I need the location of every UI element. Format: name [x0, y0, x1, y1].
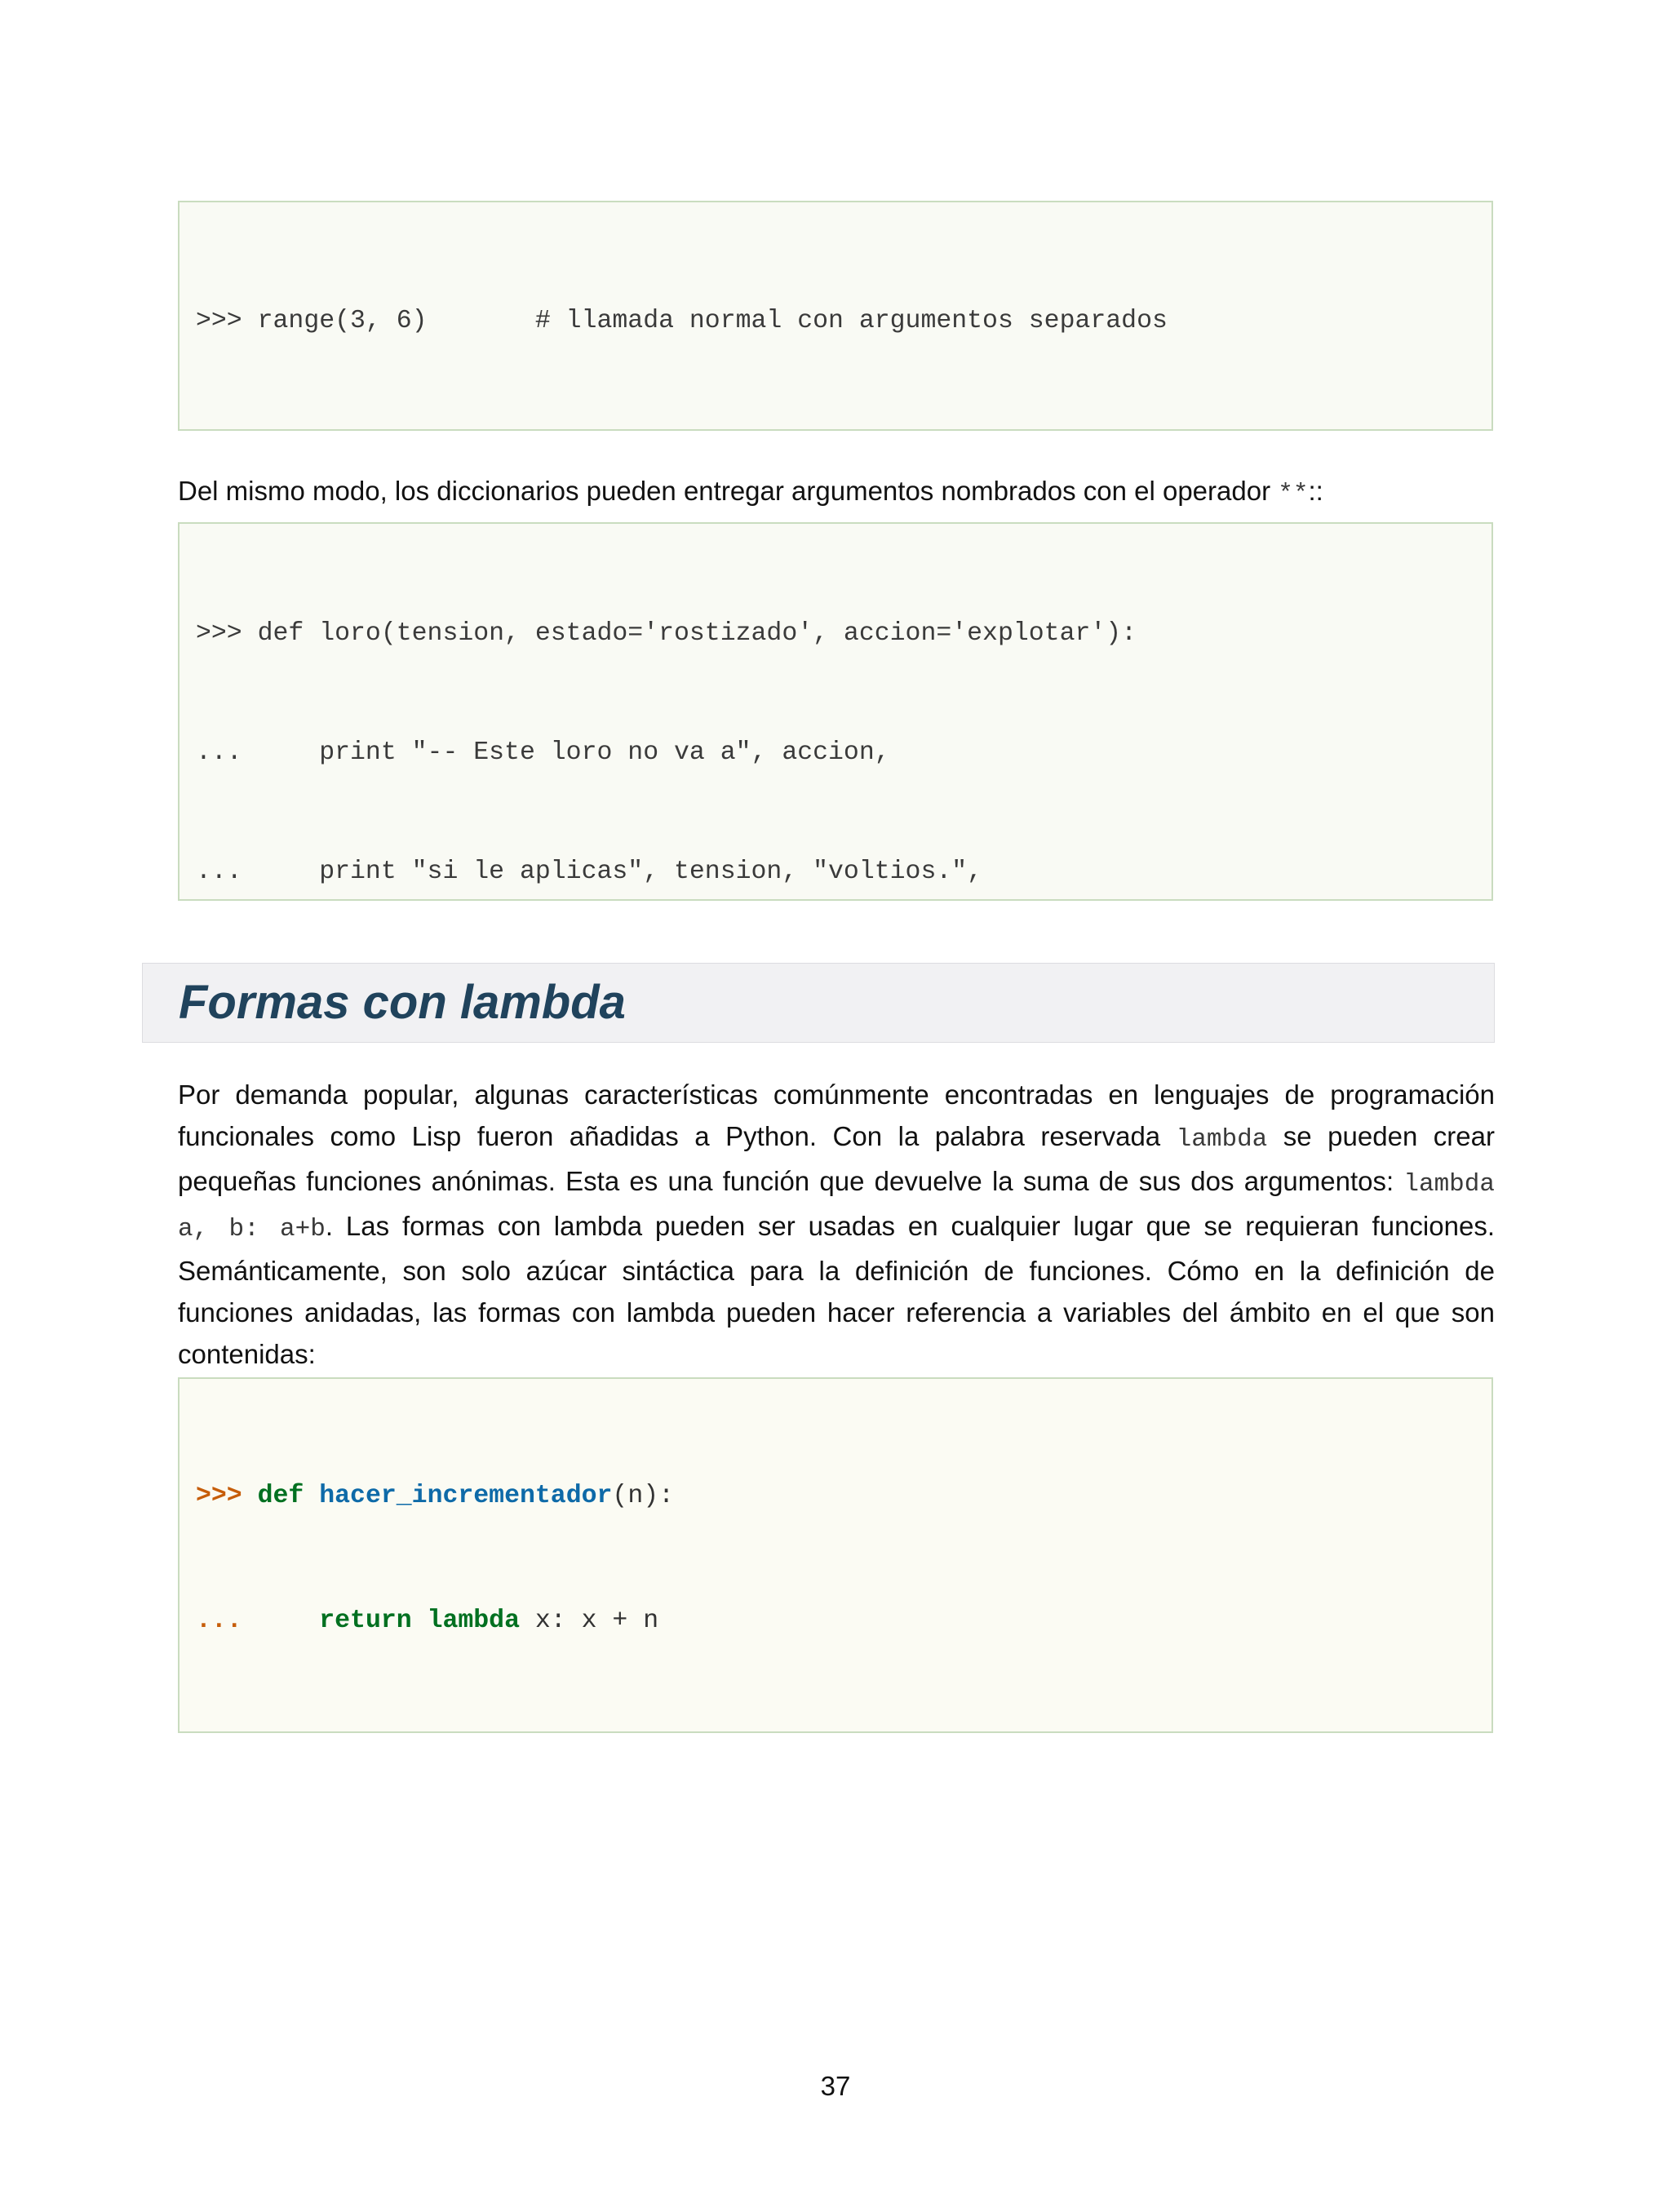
code-line	[196, 425, 1491, 431]
inline-code-lambda: lambda	[1176, 1125, 1268, 1154]
keyword-return: return	[319, 1607, 412, 1635]
paragraph-lambda	[178, 1074, 1495, 1375]
code-block-range-args	[178, 201, 1493, 431]
paragraph-text: Del mismo modo, los diccionarios pueden entregar argumentos nombrados con el operador	[178, 476, 1279, 506]
paragraph-suffix: ::	[1308, 476, 1323, 506]
inline-code-double-star: **	[1278, 480, 1309, 508]
code-line	[196, 1725, 1491, 1733]
code-block-incrementador	[178, 1377, 1493, 1733]
code-line	[196, 1600, 1491, 1642]
code-block-loro	[178, 522, 1493, 901]
function-name: hacer_incrementador	[319, 1482, 613, 1510]
prompt: ...	[196, 1607, 242, 1635]
prompt	[196, 1731, 242, 1733]
code-line: >>> def loro(tension, estado='rostizado', accion='explotar'):	[196, 619, 1137, 649]
paragraph-text: . Las formas con lambda pueden ser usadas en cualquier lugar que se requieran funciones. Semánticamente, son solo azúcar sintáctica para la definición de funciones. Cómo en la definición de funciones anidadas, las formas con lambda pueden hacer referencia a variables del ámbito en el que son contenidas:	[178, 1211, 1495, 1369]
code-line: ... print "-- Este loro no va a", accion,	[196, 738, 890, 767]
code-line: ... print "si le aplicas", tension, "voltios.",	[196, 857, 983, 886]
page-number: 37	[820, 2071, 851, 2101]
paragraph-text: se pueden crear pequeñas funciones anónimas. Esta es una función que devuelve la suma de sus dos argumentos:	[178, 1121, 1495, 1196]
section-title: Formas con lambda	[179, 976, 626, 1029]
code-line	[196, 1475, 1491, 1517]
section-header	[142, 963, 1495, 1043]
paragraph-dictionaries	[178, 470, 1493, 515]
code-text: x: x + n	[519, 1607, 659, 1635]
prompt: >>>	[196, 1482, 242, 1510]
keyword-def: def	[257, 1482, 304, 1510]
code-text: (n):	[612, 1482, 675, 1510]
inline-code-lambda-expression: lambda a, b: a+b	[178, 1170, 1495, 1243]
paragraph-text: Por demanda popular, algunas características comúnmente encontradas en lenguajes de programación funcionales como Lisp fueron añadidas a Python. Con la palabra reservada	[178, 1079, 1495, 1151]
code-line: >>> range(3, 6) # llamada normal con argumentos separados	[196, 307, 1168, 335]
keyword-lambda: lambda	[427, 1607, 520, 1635]
